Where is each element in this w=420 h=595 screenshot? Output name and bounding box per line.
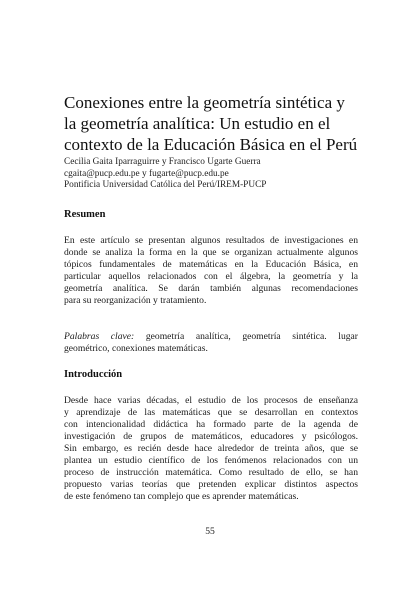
title-line: la geometría analítica: Un estudio en el [64, 114, 331, 133]
intro-line: con intencionalidad didáctica ha formado parte de la agenda de [64, 419, 358, 430]
title-line: contexto de la Educación Básica en el Perú [64, 135, 358, 154]
abstract-heading: Resumen [64, 209, 106, 220]
keywords-line: geométrico, conexiones matemáticas. [64, 343, 208, 354]
intro-line: Desde hace varias décadas, el estudio de los procesos de enseñanza [64, 395, 358, 406]
introduction-text [64, 395, 358, 503]
intro-line: de este fenómeno tan complejo que es aprender matemáticas. [64, 491, 299, 502]
page-number: 55 [205, 526, 215, 537]
title-line: Conexiones entre la geometría sintética y [64, 93, 345, 112]
intro-line: investigación de grupos de matemáticos, educadores y psicólogos. [64, 431, 358, 442]
keywords-label: Palabras clave: [64, 331, 135, 342]
abstract-text [64, 235, 358, 307]
intro-line: y aprendizaje de las matemáticas que se desarrollan en contextos [64, 407, 358, 418]
keywords-line [64, 331, 358, 343]
affiliation: Pontificia Universidad Católica del Perú/IREM-PUCP [64, 180, 267, 190]
abstract-line: donde se analiza la forma en la que se organizan actualmente algunos [64, 247, 358, 258]
intro-line: Sin embargo, es recién desde hace alrededor de treinta años, que se [64, 443, 358, 454]
abstract-line: tópicos fundamentales de matemáticas en la Educación Básica, en [64, 259, 358, 270]
abstract-line: geometría analítica. Se darán también algunas recomendaciones [64, 283, 358, 294]
keywords-text: geometría analítica, geometría sintética. lugar [134, 331, 358, 342]
intro-line: propuesto varias teorías que pretenden explicar distintos aspectos [64, 479, 358, 490]
keywords [64, 331, 358, 355]
authors: Cecilia Gaita Iparraguirre y Francisco Ugarte Guerra [64, 157, 261, 167]
author-block [64, 157, 364, 192]
intro-line: proceso de instrucción matemática. Como resultado de ello, se han [64, 467, 358, 478]
paper-title [64, 92, 364, 155]
introduction-heading: Introducción [64, 369, 123, 380]
emails: cgaita@pucp.edu.pe y fugarte@pucp.edu.pe [64, 168, 229, 179]
abstract-line: En este artículo se presentan algunos resultados de investigaciones en [64, 235, 358, 246]
abstract-line: para su reorganización y tratamiento. [64, 295, 207, 306]
intro-line: plantea un estudio científico de los fenómenos relacionados con un [64, 455, 358, 466]
abstract-line: particular aquellos relacionados con el álgebra, la geometría y la [64, 271, 358, 282]
